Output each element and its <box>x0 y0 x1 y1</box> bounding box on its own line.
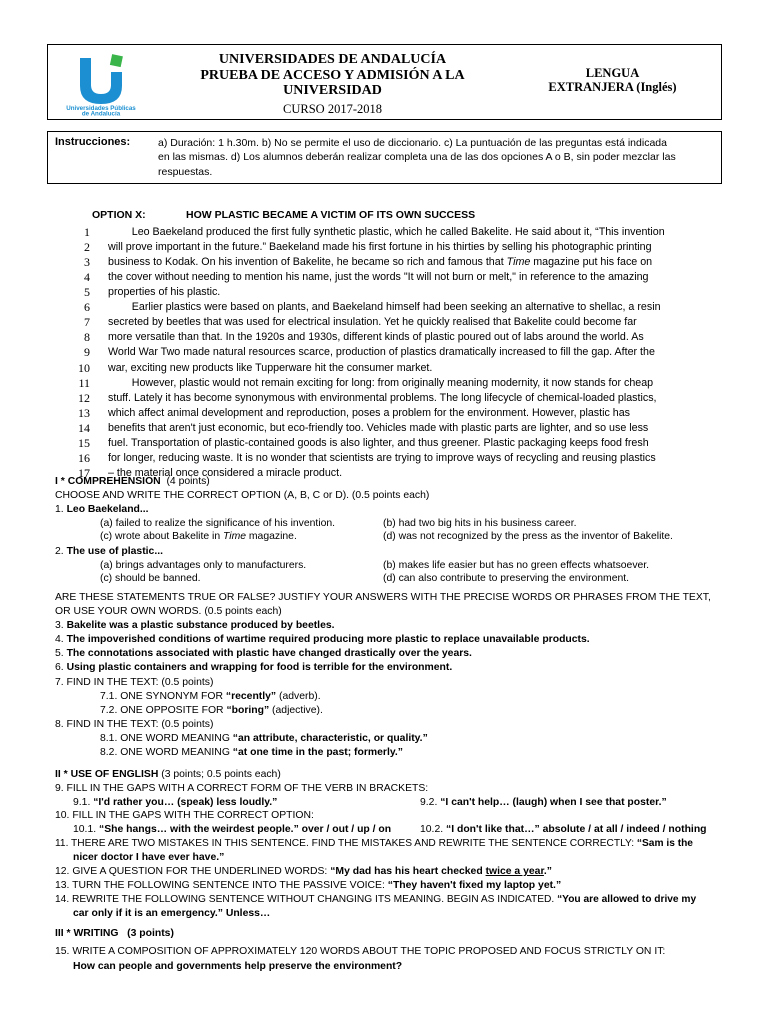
question-8-2 <box>100 746 403 759</box>
question-7-2 <box>100 704 323 717</box>
instructions-text <box>158 136 688 179</box>
passage-line <box>108 241 658 254</box>
q10-1-bold: “She hangs… with the weirdest people.” over / out / up / on <box>99 824 392 835</box>
logo-caption-2: de Andalucía <box>81 110 121 116</box>
choose-instruction: CHOOSE AND WRITE THE CORRECT OPTION (A, B, C or D). (0.5 points each) <box>55 490 430 501</box>
q11-bold-2: nicer doctor I have ever have.” <box>73 852 225 863</box>
q9-2-bold: “I can't help… (laugh) when I see that poster.” <box>440 797 667 808</box>
question-10-1 <box>73 823 391 836</box>
comprehension-points: (4 points) <box>166 476 210 487</box>
question-14-line-2 <box>73 907 270 920</box>
passage-line-text: more versatile than that. In the 1920s and 1930s, different kinds of plastic poured out of labs around the world. As <box>108 331 644 343</box>
line-number: 8 <box>84 330 90 344</box>
writing-title: III * WRITING <box>55 928 119 939</box>
question-4 <box>55 633 590 646</box>
passage-line-text: Earlier plastics were based on plants, and Baekeland himself had been seeking an alternative to shellac, a resin <box>108 301 661 313</box>
instructions-line-2: en las mismas. d) Los alumnos deberán realizar completa una de las dos opciones A o B, sin poder mezclar las <box>158 151 676 164</box>
question-1-stem <box>55 503 149 516</box>
passage-line-text: – the material once considered a miracle product. <box>108 467 343 479</box>
q9-2-pre: 9.2. <box>420 797 441 808</box>
subject-line-2: EXTRANJERA (Inglés) <box>548 80 677 94</box>
q1c-post: magazine. <box>246 531 297 542</box>
q13-bold: “They haven't fixed my laptop yet.” <box>387 880 562 891</box>
passage-line <box>108 377 658 390</box>
line-number: 2 <box>84 240 90 254</box>
q8-1-pre: 8.1. ONE WORD MEANING <box>100 733 233 744</box>
passage-line <box>108 271 658 284</box>
line-number: 12 <box>78 391 90 405</box>
passage-line-text: benefits that aren't just economic, but eco-friendly too. Vehicles made with plastic parts are lighter, and so use less <box>108 422 649 434</box>
q9-1-pre: 9.1. <box>73 797 94 808</box>
q14-pre: 14. REWRITE THE FOLLOWING SENTENCE WITHOUT CHANGING ITS MEANING. BEGIN AS INDICATED. <box>55 894 558 905</box>
q12-end: .” <box>543 866 553 877</box>
q7-2-bold: “boring” <box>226 705 270 716</box>
passage-line-text: fuel. Transportation of plastic-contained goods is also lighter, and thus greener. Plastic packaging keeps food fresh <box>108 437 649 449</box>
use-of-english-heading <box>55 768 281 781</box>
question-1-option-d: (d) was not recognized by the press as the inventor of Bakelite. <box>383 531 673 542</box>
writing-points: (3 points) <box>127 928 174 939</box>
passage-line <box>108 286 658 299</box>
question-2-stem <box>55 545 163 558</box>
q8-1-bold: “an attribute, characteristic, or quality.” <box>232 733 428 744</box>
question-2-option-b: (b) makes life easier but has no green effects whatsoever. <box>383 560 650 571</box>
question-3-number: 3. <box>55 620 64 631</box>
comprehension-heading <box>55 475 210 488</box>
q15-topic-text: How can people and governments help preserve the environment? <box>73 961 403 972</box>
passage-line <box>108 226 665 239</box>
passage-line <box>108 437 658 450</box>
exam-title <box>170 52 495 99</box>
comprehension-title: I * COMPREHENSION <box>55 476 161 487</box>
logo-caption-1: Universidades Públicas <box>66 105 136 112</box>
question-14 <box>55 893 696 906</box>
line-number: 1 <box>84 225 90 239</box>
q11-pre: 11. THERE ARE TWO MISTAKES IN THIS SENTENCE. FIND THE MISTAKES AND REWRITE THE SENTENCE CORRECTLY: <box>55 838 637 849</box>
question-7: 7. FIND IN THE TEXT: (0.5 points) <box>55 677 214 688</box>
question-15-topic <box>73 960 402 973</box>
title-line-1: UNIVERSIDADES DE ANDALUCÍA <box>218 52 447 67</box>
u-logo-icon <box>55 50 147 116</box>
question-2-text: The use of plastic... <box>66 546 163 557</box>
question-12 <box>55 865 552 878</box>
question-2-option-c: (c) should be banned. <box>100 573 201 584</box>
question-2-number: 2. <box>55 546 64 557</box>
line-number: 15 <box>78 436 90 450</box>
q1c-italic: Time <box>223 531 247 542</box>
question-1-option-b: (b) had two big hits in his business career. <box>383 518 577 529</box>
line-number: 17 <box>78 466 90 480</box>
passage-line-text-cont: magazine put his face on <box>530 256 653 268</box>
question-1-option-c <box>100 530 297 543</box>
use-of-english-points: (3 points; 0.5 points each) <box>161 769 281 780</box>
true-false-instruction-2: OR USE YOUR OWN WORDS. (0.5 points each) <box>55 606 282 617</box>
q7-1-bold: “recently” <box>225 691 277 702</box>
passage-line-text: stuff. Lately it has become synonymous with environmental problems. The long lifecycle of chemical-loaded plastics, <box>108 392 657 404</box>
line-number: 3 <box>84 255 90 269</box>
passage-line-text: business to Kodak. On his invention of Bakelite, he became so rich and famous that <box>108 256 507 268</box>
q7-1-pre: 7.1. ONE SYNONYM FOR <box>100 691 226 702</box>
passage-line-text: will prove important in the future.” Baekeland made his first fortune in his thirties by selling his photographic printing <box>108 241 652 253</box>
q8-2-pre: 8.2. ONE WORD MEANING <box>100 747 233 758</box>
question-9-2 <box>420 796 667 809</box>
line-number: 4 <box>84 270 90 284</box>
instructions-label: Instrucciones: <box>55 136 131 148</box>
question-6-text: Using plastic containers and wrapping for food is terrible for the environment. <box>66 662 453 673</box>
passage-line <box>108 452 658 465</box>
q1c-pre: (c) wrote about Bakelite in <box>100 531 224 542</box>
question-11 <box>55 837 693 850</box>
instructions-line-3: respuestas. <box>158 165 213 178</box>
question-8: 8. FIND IN THE TEXT: (0.5 points) <box>55 719 214 730</box>
question-6 <box>55 661 452 674</box>
q7-2-post: (adjective). <box>269 705 323 716</box>
line-number: 9 <box>84 345 90 359</box>
question-10: 10. FILL IN THE GAPS WITH THE CORRECT OPTION: <box>55 810 314 821</box>
question-3 <box>55 619 335 632</box>
passage-line-italic: Time <box>506 256 531 268</box>
q7-2-pre: 7.2. ONE OPPOSITE FOR <box>100 705 227 716</box>
passage-line-text: World War Two made natural resources scarce, production of plastics dramatically increased to fill the gap. After the <box>108 346 655 358</box>
line-number: 11 <box>78 376 90 390</box>
line-number: 6 <box>84 300 90 314</box>
passage-line <box>108 301 661 314</box>
passage-line <box>108 316 658 329</box>
question-15: 15. WRITE A COMPOSITION OF APPROXIMATELY 120 WORDS ABOUT THE TOPIC PROPOSED AND FOCUS STRICTLY ON IT: <box>55 946 666 957</box>
question-9: 9. FILL IN THE GAPS WITH A CORRECT FORM OF THE VERB IN BRACKETS: <box>55 783 429 794</box>
question-4-text: The impoverished conditions of wartime required producing more plastic to replace unavailable products. <box>66 634 590 645</box>
writing-heading <box>55 927 174 940</box>
line-number: 5 <box>84 285 90 299</box>
question-13 <box>55 879 561 892</box>
passage-line-text: secreted by beetles that was used for electrical insulation. Yet he quickly realised that Bakelite could become far <box>108 316 637 328</box>
question-3-text: Bakelite was a plastic substance produced by beetles. <box>66 620 335 631</box>
q12-bold: “My dad has his heart checked <box>330 866 486 877</box>
true-false-instruction-1: ARE THESE STATEMENTS TRUE OR FALSE? JUSTIFY YOUR ANSWERS WITH THE PRECISE WORDS OR PHRASES FROM THE TEXT, <box>55 592 711 603</box>
subject-name <box>530 66 695 94</box>
passage-line-text: Leo Baekeland produced the first fully synthetic plastic, which he called Bakelite. He said about it, “This invention <box>108 226 665 238</box>
question-10-2 <box>420 823 707 836</box>
line-number: 13 <box>78 406 90 420</box>
question-1-option-a: (a) failed to realize the significance of his invention. <box>100 518 336 529</box>
passage-line <box>108 362 658 375</box>
question-4-number: 4. <box>55 634 64 645</box>
passage-line <box>108 256 658 269</box>
q11-bold: “Sam is the <box>636 838 693 849</box>
question-9-1 <box>73 796 277 809</box>
instructions-line-1: a) Duración: 1 h.30m. b) No se permite el uso de diccionario. c) La puntuación de las preguntas está indicada <box>158 137 667 149</box>
title-line-3: UNIVERSIDAD <box>283 83 382 98</box>
subject-line-1: LENGUA <box>585 66 640 80</box>
question-1-number: 1. <box>55 504 64 515</box>
option-label: OPTION X: <box>92 209 146 221</box>
question-5-text: The connotations associated with plastic have changed drastically over the years. <box>66 648 472 659</box>
passage-line-text: which affect animal development and reproduction, poses a problem for the environment. However, plastic has <box>108 407 630 419</box>
line-number: 10 <box>78 361 90 375</box>
passage-line-text: war, exciting new products like Tupperware hit the consumer market. <box>108 362 433 374</box>
passage-line <box>108 346 658 359</box>
q14-bold: “You are allowed to drive my <box>557 894 697 905</box>
use-of-english-title: II * USE OF ENGLISH <box>55 769 159 780</box>
question-8-1 <box>100 732 428 745</box>
q10-1-pre: 10.1. <box>73 824 99 835</box>
q7-1-post: (adverb). <box>276 691 321 702</box>
course-year: CURSO 2017-2018 <box>283 102 382 116</box>
question-2-option-d: (d) can also contribute to preserving the environment. <box>383 573 630 584</box>
question-2-option-a: (a) brings advantages only to manufacturers. <box>100 560 307 571</box>
question-11-line-2 <box>73 851 224 864</box>
question-1-text: Leo Baekeland... <box>66 504 149 515</box>
passage-line <box>108 407 658 420</box>
q8-2-bold: “at one time in the past; formerly.” <box>232 747 403 758</box>
question-7-1 <box>100 690 321 703</box>
university-logo <box>55 50 147 116</box>
q10-2-pre: 10.2. <box>420 824 446 835</box>
passage-title: HOW PLASTIC BECAME A VICTIM OF ITS OWN SUCCESS <box>186 209 476 221</box>
line-number: 16 <box>78 451 90 465</box>
q9-1-bold: “I'd rather you… (speak) less loudly.” <box>93 797 278 808</box>
passage-line-text: for longer, reducing waste. It is no wonder that scientists are trying to improve ways of recycling and reusing plastics <box>108 452 656 464</box>
passage-line <box>108 392 658 405</box>
line-number: 14 <box>78 421 90 435</box>
q13-pre: 13. TURN THE FOLLOWING SENTENCE INTO THE PASSIVE VOICE: <box>55 880 388 891</box>
passage-line <box>108 422 658 435</box>
q14-bold-2: car only if it is an emergency.” Unless… <box>73 908 271 919</box>
question-6-number: 6. <box>55 662 64 673</box>
passage-line-text: properties of his plastic. <box>108 286 221 298</box>
q10-2-bold: “I don't like that…” absolute / at all / indeed / nothing <box>446 824 707 835</box>
question-5 <box>55 647 472 660</box>
passage-line <box>108 331 658 344</box>
passage-line-text: the cover without needing to mention his name, just the words "It will not burn or melt," in reference to the amazing <box>108 271 649 283</box>
q12-underlined: twice a year <box>485 866 544 877</box>
question-5-number: 5. <box>55 648 64 659</box>
q12-pre: 12. GIVE A QUESTION FOR THE UNDERLINED WORDS: <box>55 866 331 877</box>
title-line-2: PRUEBA DE ACCESO Y ADMISIÓN A LA <box>200 67 465 83</box>
passage-line-text: However, plastic would not remain exciting for long: from originally meaning modernity, it now stands for cheap <box>108 377 654 389</box>
line-number: 7 <box>84 315 90 329</box>
